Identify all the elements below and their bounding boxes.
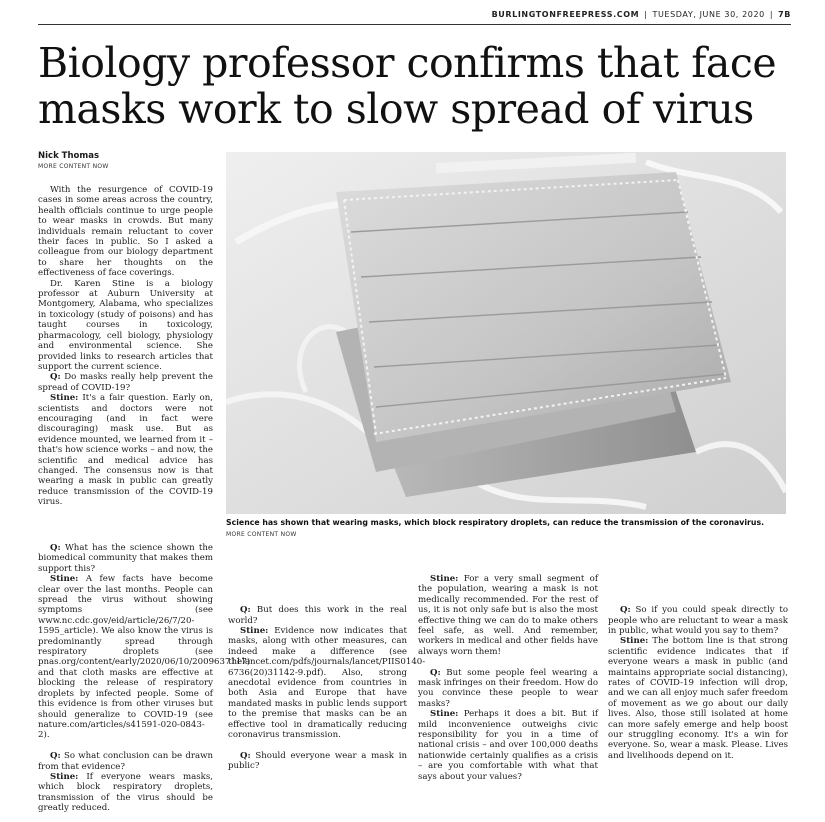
headline: Biology professor confirms that face masks work to slow spread of virus xyxy=(38,39,777,133)
article-column-4 xyxy=(608,574,788,761)
answer-1: Stine: It's a fair question. Early on, scientists and doctors were not encouraging (and in fact were discouraging) mask use. But as evidence mounted, we learned from it – that's how science works – and now, the scientific and medical advice has changed. The consensus now is that wearing a mask in public can greatly reduce transmission of the COVID-19 virus. xyxy=(38,393,213,508)
masthead-date: TUESDAY, JUNE 30, 2020 xyxy=(652,10,765,19)
question-1: Q: Do masks really help prevent the spread of COVID-19? xyxy=(38,372,213,393)
author-name: Nick Thomas xyxy=(38,151,100,161)
face-masks-illustration xyxy=(226,152,786,514)
masthead-rule xyxy=(38,24,791,25)
question-4: Q: But does this work in the real world? xyxy=(228,605,408,626)
question-6: Q: But some people feel wearing a mask infringes on their freedom. How do you convince these people to wear masks? xyxy=(418,667,599,709)
q-label: Q: xyxy=(50,751,61,762)
stine-label: Stine: xyxy=(50,393,79,404)
q-label: Q: xyxy=(50,372,61,383)
answer-2: Stine: A few facts have become clear over the last months. People can spread the virus without showing symptoms (see www.nc.cdc.gov/eid/article/26/7/20-1595_article). We also know the virus is predominantly spread through respiratory droplets (see pnas.org/content/early/2020/06/10/2009637117) and that cloth masks are effective at blocking the release of respiratory droplets by infected people. Some of this evidence is from other viruses but should generalize to COVID-19 (see nature.com/articles/s41591-020-0843-2). xyxy=(38,574,251,741)
article-column-1-lower xyxy=(38,543,251,814)
question-3: Q: So what conclusion can be drawn from that evidence? xyxy=(38,751,214,772)
column-4-spacer xyxy=(608,574,788,595)
photo-caption: Science has shown that wearing masks, which block respiratory droplets, can reduce the transmission of the coronavirus. xyxy=(226,518,765,527)
page-number: 7B xyxy=(778,10,791,19)
q-label: Q: xyxy=(50,543,61,553)
answer-3: Stine: If everyone wears masks, which block respiratory droplets, transmission of the virus should be greatly reduced. xyxy=(38,771,213,814)
masthead-separator-2: | xyxy=(769,10,774,19)
article-column-1 xyxy=(38,185,213,508)
stine-label: Stine: xyxy=(430,709,459,720)
byline xyxy=(38,151,109,170)
photo-credit: MORE CONTENT NOW xyxy=(226,531,297,538)
q-label: Q: xyxy=(240,750,251,761)
q-label: Q: xyxy=(430,667,441,678)
stine-label: Stine: xyxy=(240,626,269,636)
article-column-3 xyxy=(418,574,598,782)
q-label: Q: xyxy=(620,605,631,616)
question-2: Q: What has the science shown the biomedical community that makes them support this? xyxy=(38,543,213,574)
q-label: Q: xyxy=(240,605,251,616)
stine-label: Stine: xyxy=(620,636,649,647)
answer-4: Stine: Evidence now indicates that masks, along with other measures, can indeed make a difference (see thelancet.com/pdfs/journals/lancet/PIIS0140-6736(20)31142-9.pdf). Also, strong anecdotal evidence from countries in both Asia and Europe that have mandated masks in public lends support to the premise that masks can be an effective tool in dramatically reducing coronavirus transmission. xyxy=(228,626,426,741)
author-outlet: MORE CONTENT NOW xyxy=(38,163,109,170)
stine-label: Stine: xyxy=(50,771,79,782)
article-column-2 xyxy=(228,574,426,772)
stine-label: Stine: xyxy=(430,574,459,584)
column-2-spacer xyxy=(228,574,407,595)
masthead xyxy=(492,10,791,19)
answer-5: Stine: For a very small segment of the population, wearing a mask is not medically recommended. For the rest of us, it is not only safe but is also the most effective thing we can do to make others feel safe, as well. And remember, workers in medical and other fields have always worn them! xyxy=(418,574,599,657)
paragraph-intro: With the resurgence of COVID-19 cases in some areas across the country, health officials continue to urge people to wear masks in crowds. But many individuals remain reluctant to cover their faces in public. So I asked a colleague from our biology department to share her thoughts on the effectiveness of face coverings. xyxy=(38,185,213,279)
stine-label: Stine: xyxy=(50,574,79,585)
masthead-site: BURLINGTONFREEPRESS.COM xyxy=(491,10,640,19)
question-7: Q: So if you could speak directly to people who are reluctant to wear a mask in public, what would you say to them? xyxy=(608,605,789,636)
paragraph-bio: Dr. Karen Stine is a biology professor at Auburn University at Montgomery, Alabama, who specializes in toxicology (study of poisons) and has taught courses in toxicology, pharmacology, cell biology, physiology and environmental science. She provided links to research articles that support the current science. xyxy=(38,278,213,372)
answer-6: Stine: Perhaps it does a bit. But if mild inconvenience outweighs civic responsibility for you in a time of national crisis – and over 100,000 deaths nationwide certainly qualifies as a crisis – are you comfortable with what that says about your values? xyxy=(418,709,599,782)
answer-7: Stine: The bottom line is that strong scientific evidence indicates that if everyone wears a mask in public (and maintains appropriate social distancing), rates of COVID-19 infection will drop, and we can all enjoy much safer freedom of movement as we go about our daily lives. Also, those still isolated at home can more safely emerge and help boost our struggling economy. It's a win for everyone. So, wear a mask. Please. Lives and livelihoods depend on it. xyxy=(608,636,788,761)
masthead-separator: | xyxy=(644,10,648,19)
article-photo-masks xyxy=(226,152,786,514)
question-5: Q: Should everyone wear a mask in public? xyxy=(228,750,407,772)
